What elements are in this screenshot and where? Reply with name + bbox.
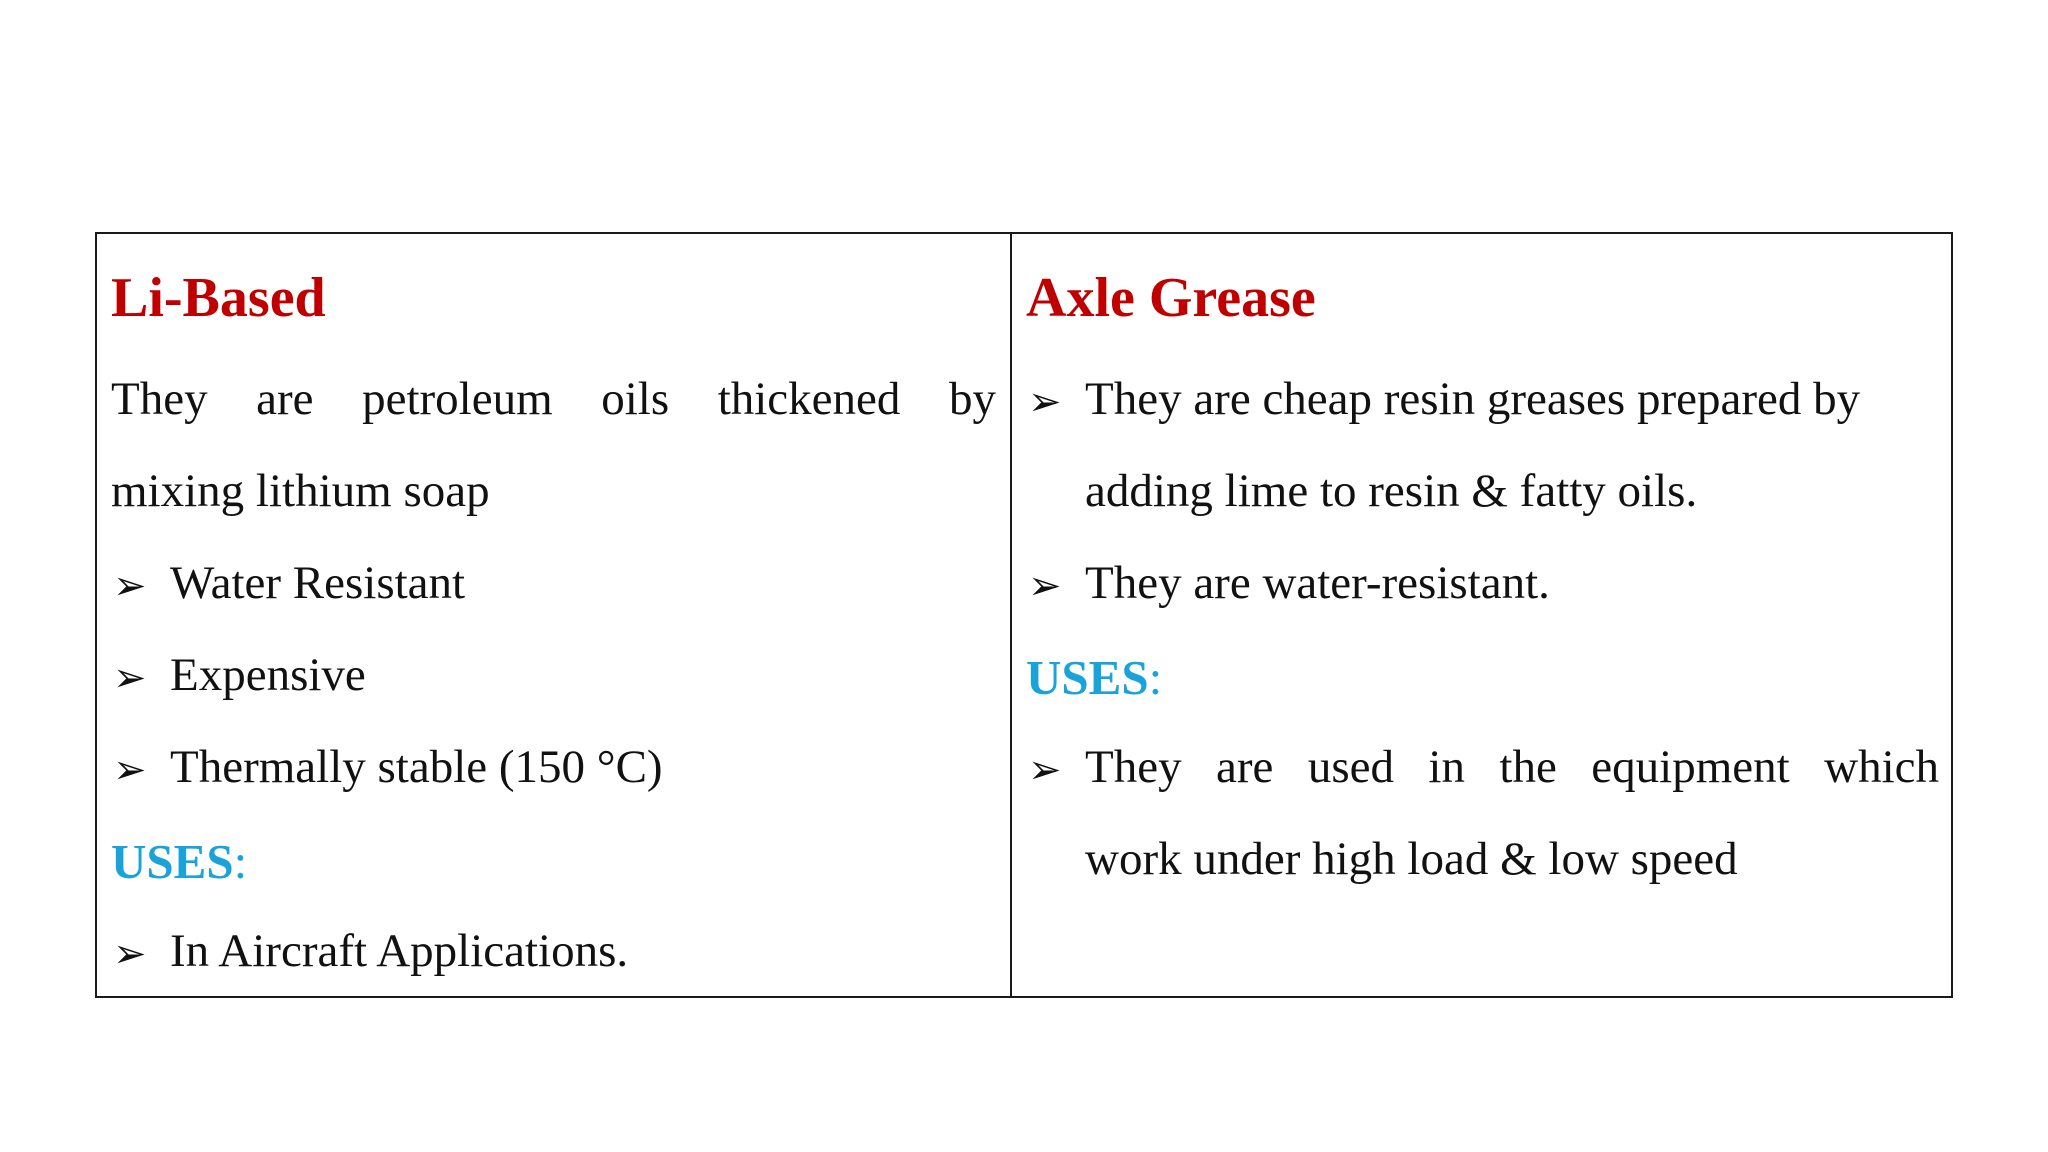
axle-uses-line-2: work under high load & low speed	[1085, 833, 1738, 885]
axle-uses-label	[1026, 650, 1163, 705]
li-uses-aircraft: In Aircraft Applications.	[170, 925, 629, 977]
axle-bullet-1-line-1: They are cheap resin greases prepared by	[1085, 373, 1861, 425]
intro-word: oils	[601, 373, 670, 425]
uses-word: USES	[1026, 650, 1149, 705]
uses-word: in	[1428, 741, 1465, 793]
comparison-table	[95, 232, 1953, 998]
uses-word: which	[1824, 741, 1939, 793]
li-bullet-expensive: Expensive	[170, 649, 366, 701]
uses-word: the	[1499, 741, 1557, 793]
uses-word: equipment	[1591, 741, 1790, 793]
intro-word: They	[111, 373, 208, 425]
li-uses-label	[111, 834, 248, 889]
arrow-bullet-icon: ➢	[1028, 379, 1062, 424]
li-bullet-thermally-stable: Thermally stable (150 °C)	[170, 741, 663, 793]
arrow-bullet-icon: ➢	[113, 747, 147, 792]
uses-word: USES	[111, 834, 234, 889]
axle-grease-heading: Axle Grease	[1026, 267, 1316, 329]
arrow-bullet-icon: ➢	[113, 655, 147, 700]
arrow-bullet-icon: ➢	[113, 931, 147, 976]
axle-uses-line-1	[1085, 741, 1939, 793]
li-intro-line-1	[111, 373, 996, 425]
arrow-bullet-icon: ➢	[1028, 563, 1062, 608]
axle-bullet-2: They are water-resistant.	[1085, 557, 1550, 609]
intro-word: petroleum	[362, 373, 553, 425]
uses-colon: :	[233, 834, 248, 889]
li-based-column	[97, 234, 1012, 996]
uses-word: They	[1085, 741, 1182, 793]
intro-word: by	[948, 373, 996, 425]
uses-word: used	[1307, 741, 1394, 793]
axle-grease-column	[1012, 234, 1951, 996]
arrow-bullet-icon: ➢	[113, 563, 147, 608]
li-based-heading: Li-Based	[111, 267, 326, 329]
intro-word: are	[256, 373, 314, 425]
uses-word: are	[1216, 741, 1274, 793]
uses-colon: :	[1148, 650, 1163, 705]
arrow-bullet-icon: ➢	[1028, 747, 1062, 792]
li-bullet-water-resistant: Water Resistant	[170, 557, 466, 609]
intro-word: thickened	[717, 373, 901, 425]
li-intro-line-2: mixing lithium soap	[111, 465, 490, 517]
axle-bullet-1-line-2: adding lime to resin & fatty oils.	[1085, 465, 1698, 517]
